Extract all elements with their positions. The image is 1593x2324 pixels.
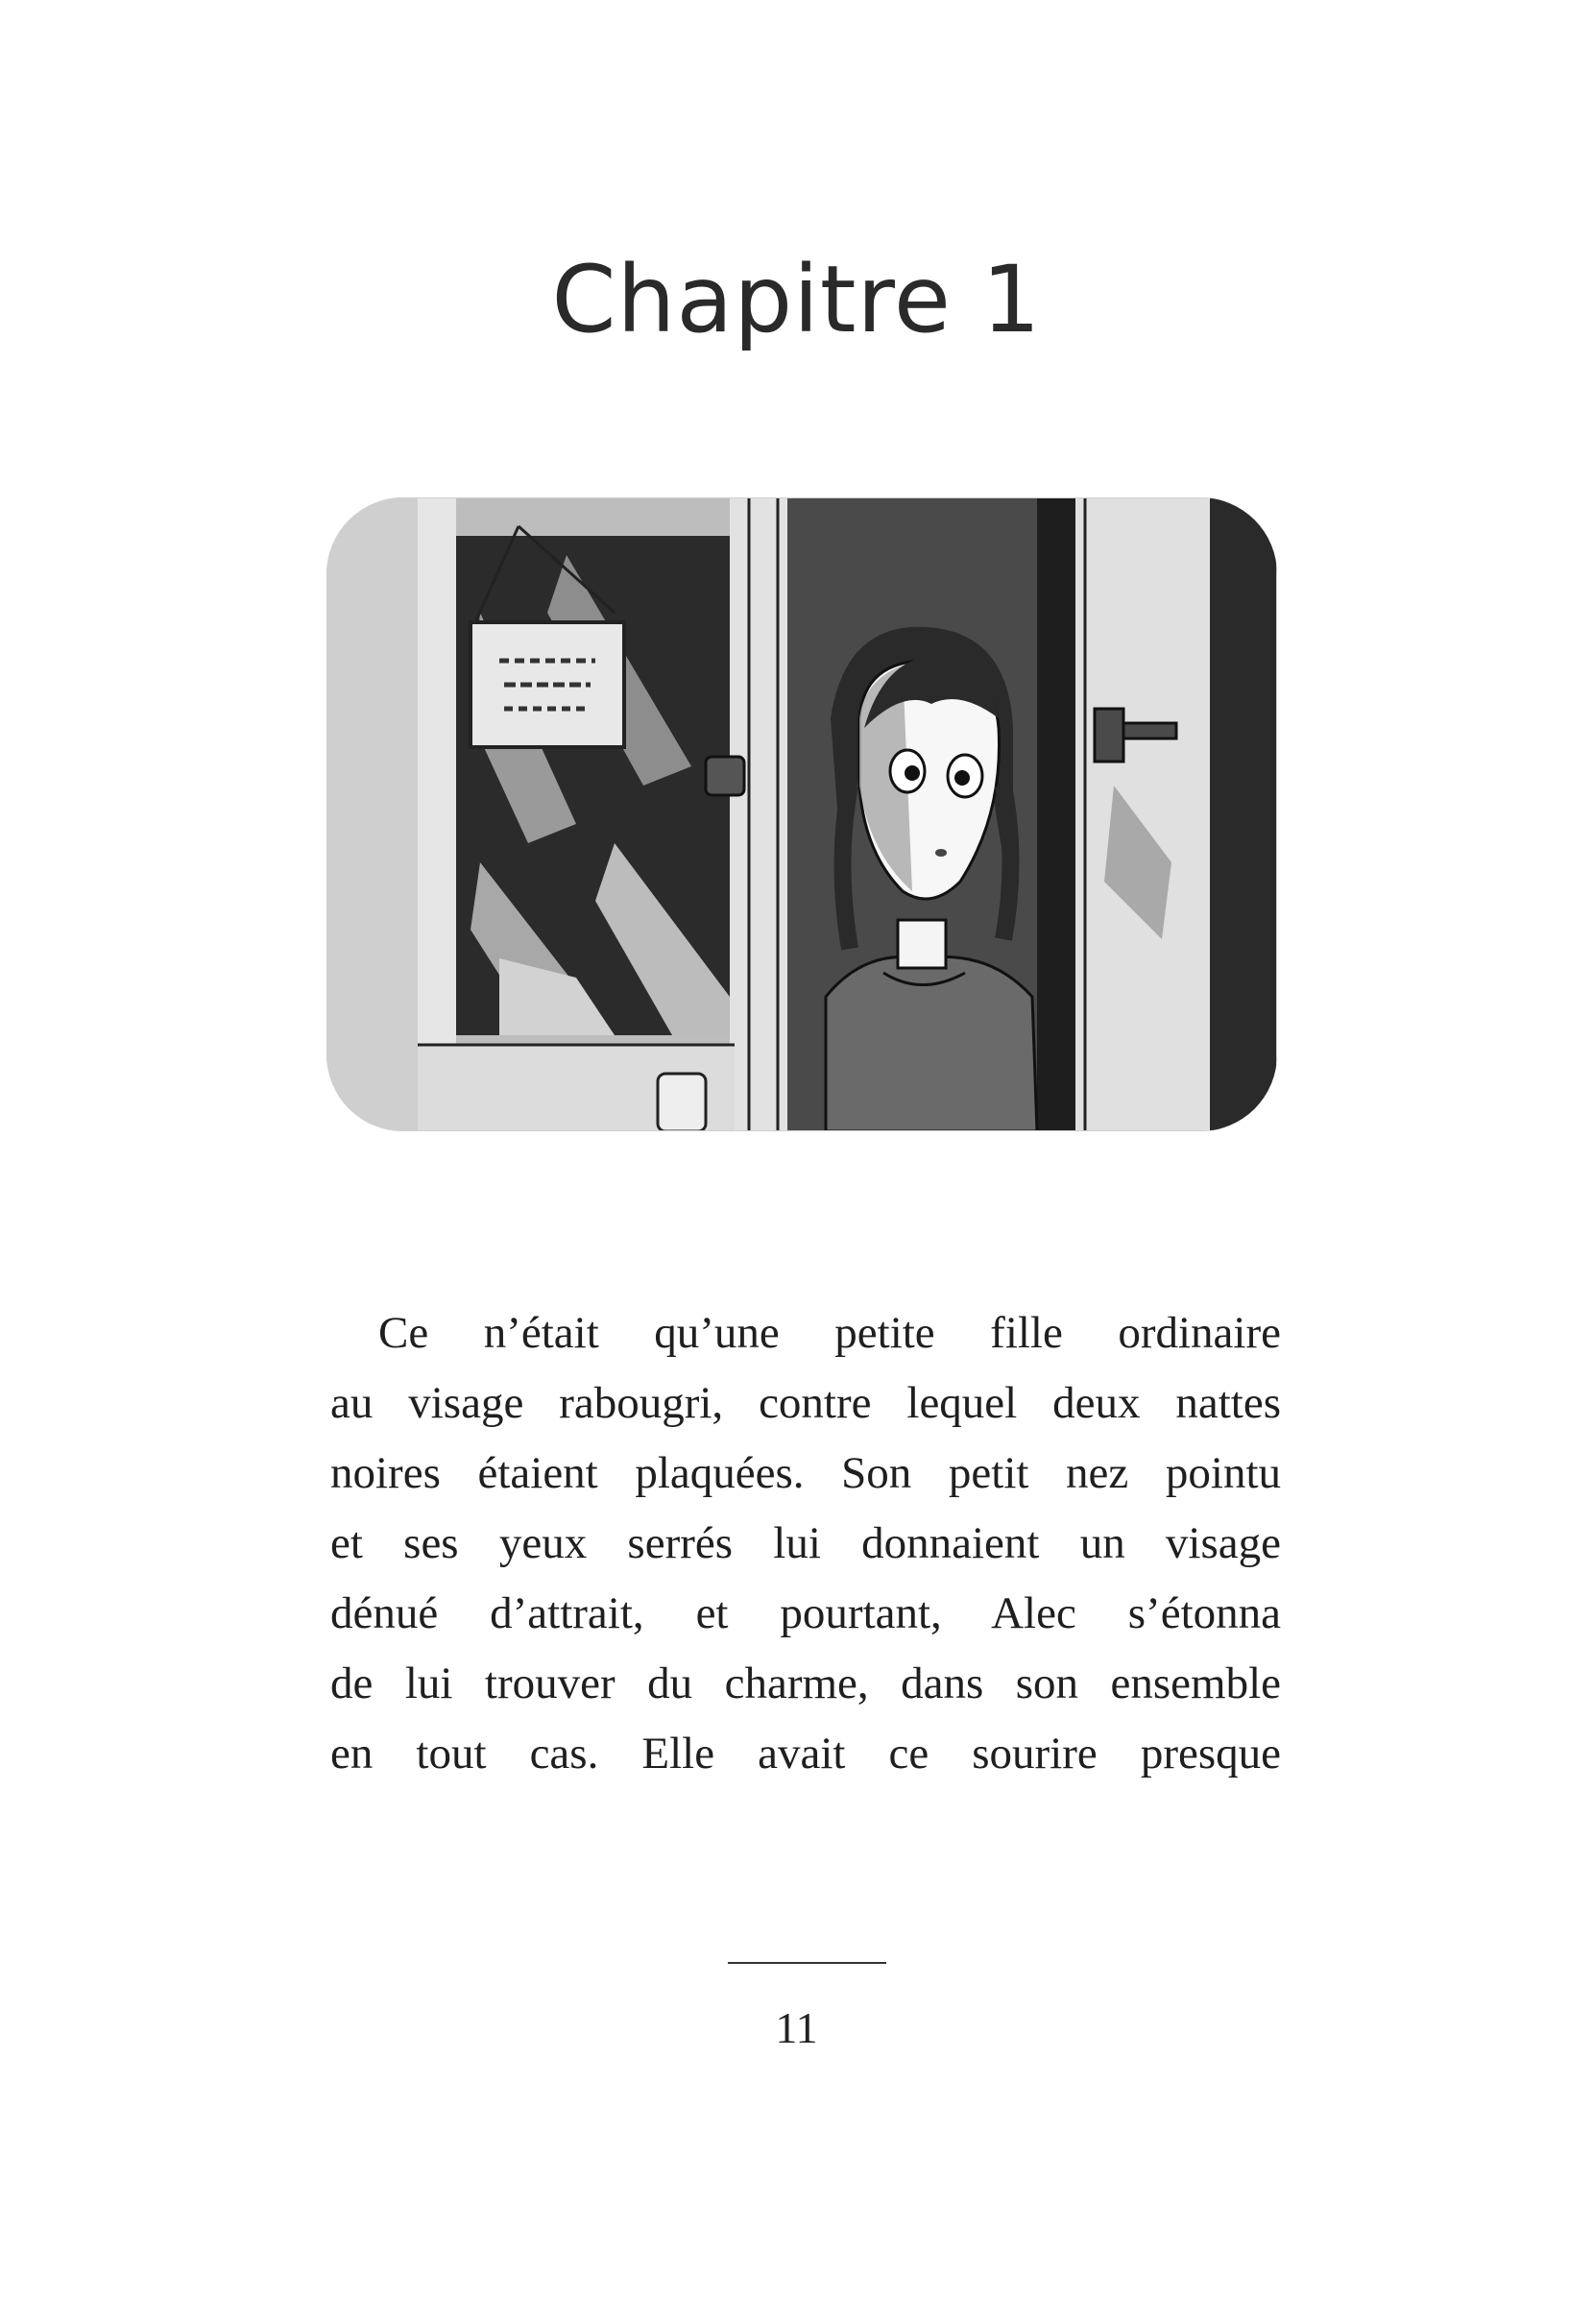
chapter-title: Chapitre 1 — [551, 246, 1042, 353]
page-number: 11 — [775, 2003, 818, 2052]
text-line: de lui trouver du charme, dans son ensemble — [330, 1658, 1281, 1708]
text-line: en tout cas. Elle avait ce sourire presque — [330, 1729, 1281, 1779]
text-line: au visage rabougri, contre lequel deux nattes — [330, 1378, 1281, 1428]
page-number-rule — [728, 1962, 886, 1964]
body-text — [330, 1298, 1281, 1789]
text-line: dénué d’attrait, et pourtant, Alec s’étonna — [330, 1588, 1281, 1638]
text-line: et ses yeux serrés lui donnaient un visage — [330, 1518, 1281, 1568]
text-line: Ce n’était qu’une petite fille ordinaire — [378, 1308, 1281, 1358]
chapter-illustration — [326, 497, 1277, 1131]
text-line: noires étaient plaquées. Son petit nez pointu — [330, 1448, 1281, 1498]
illustration-girl-in-doorway — [326, 497, 1277, 1131]
right-door — [1075, 497, 1210, 1131]
